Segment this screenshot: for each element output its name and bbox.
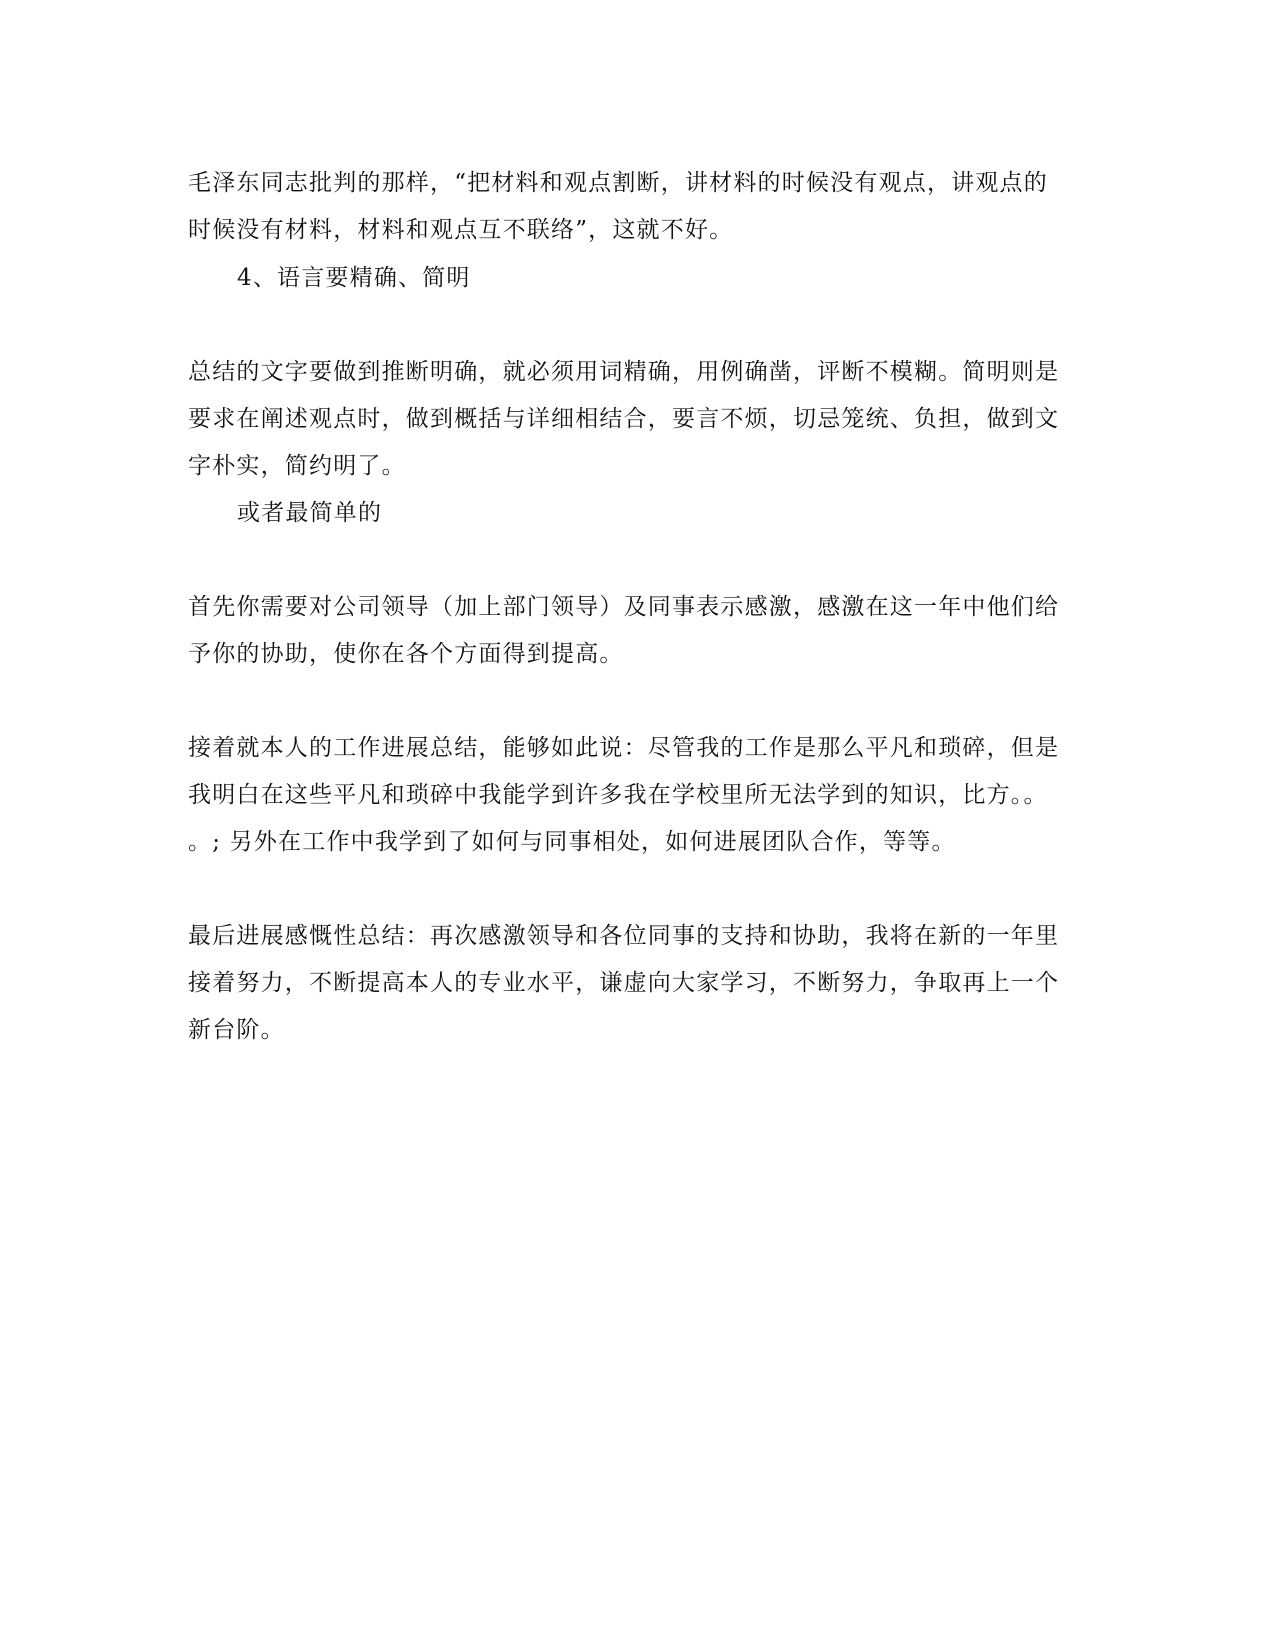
body-text-line: 接着就本人的工作进展总结，能够如此说：尽管我的工作是那么平凡和琐碎，但是 [188,735,1060,761]
body-text-line: 首先你需要对公司领导（加上部门领导）及同事表示感激，感激在这一年中他们给 [188,594,1060,620]
body-text-line: 接着努力，不断提高本人的专业水平，谦虚向大家学习，不断努力，争取再上一个 [188,970,1060,996]
body-text-line: 最后进展感慨性总结：再次感激领导和各位同事的支持和协助，我将在新的一年里 [188,923,1060,949]
body-text-line: 要求在阐述观点时，做到概括与详细相结合，要言不烦，切忌笼统、负担，做到文 [188,406,1060,432]
body-text-line: 时候没有材料，材料和观点互不联络”，这就不好。 [188,217,734,243]
section-heading: 4、语言要精确、简明 [237,265,471,291]
body-text-line: 。; 另外在工作中我学到了如何与同事相处，如何进展团队合作，等等。 [188,829,956,855]
body-text-line: 或者最简单的 [237,500,383,526]
body-text-line: 毛泽东同志批判的那样，“把材料和观点割断，讲材料的时候没有观点，讲观点的 [188,170,1048,196]
body-text-line: 我明白在这些平凡和琐碎中我能学到许多我在学校里所无法学到的知识，比方。。 [188,782,1048,808]
body-text-line: 总结的文字要做到推断明确，就必须用词精确，用例确凿，评断不模糊。简明则是 [188,359,1060,385]
body-text-line: 予你的协助，使你在各个方面得到提高。 [188,641,624,667]
body-text-line: 字朴实，简约明了。 [188,453,406,479]
body-text-line: 新台阶。 [188,1017,285,1043]
